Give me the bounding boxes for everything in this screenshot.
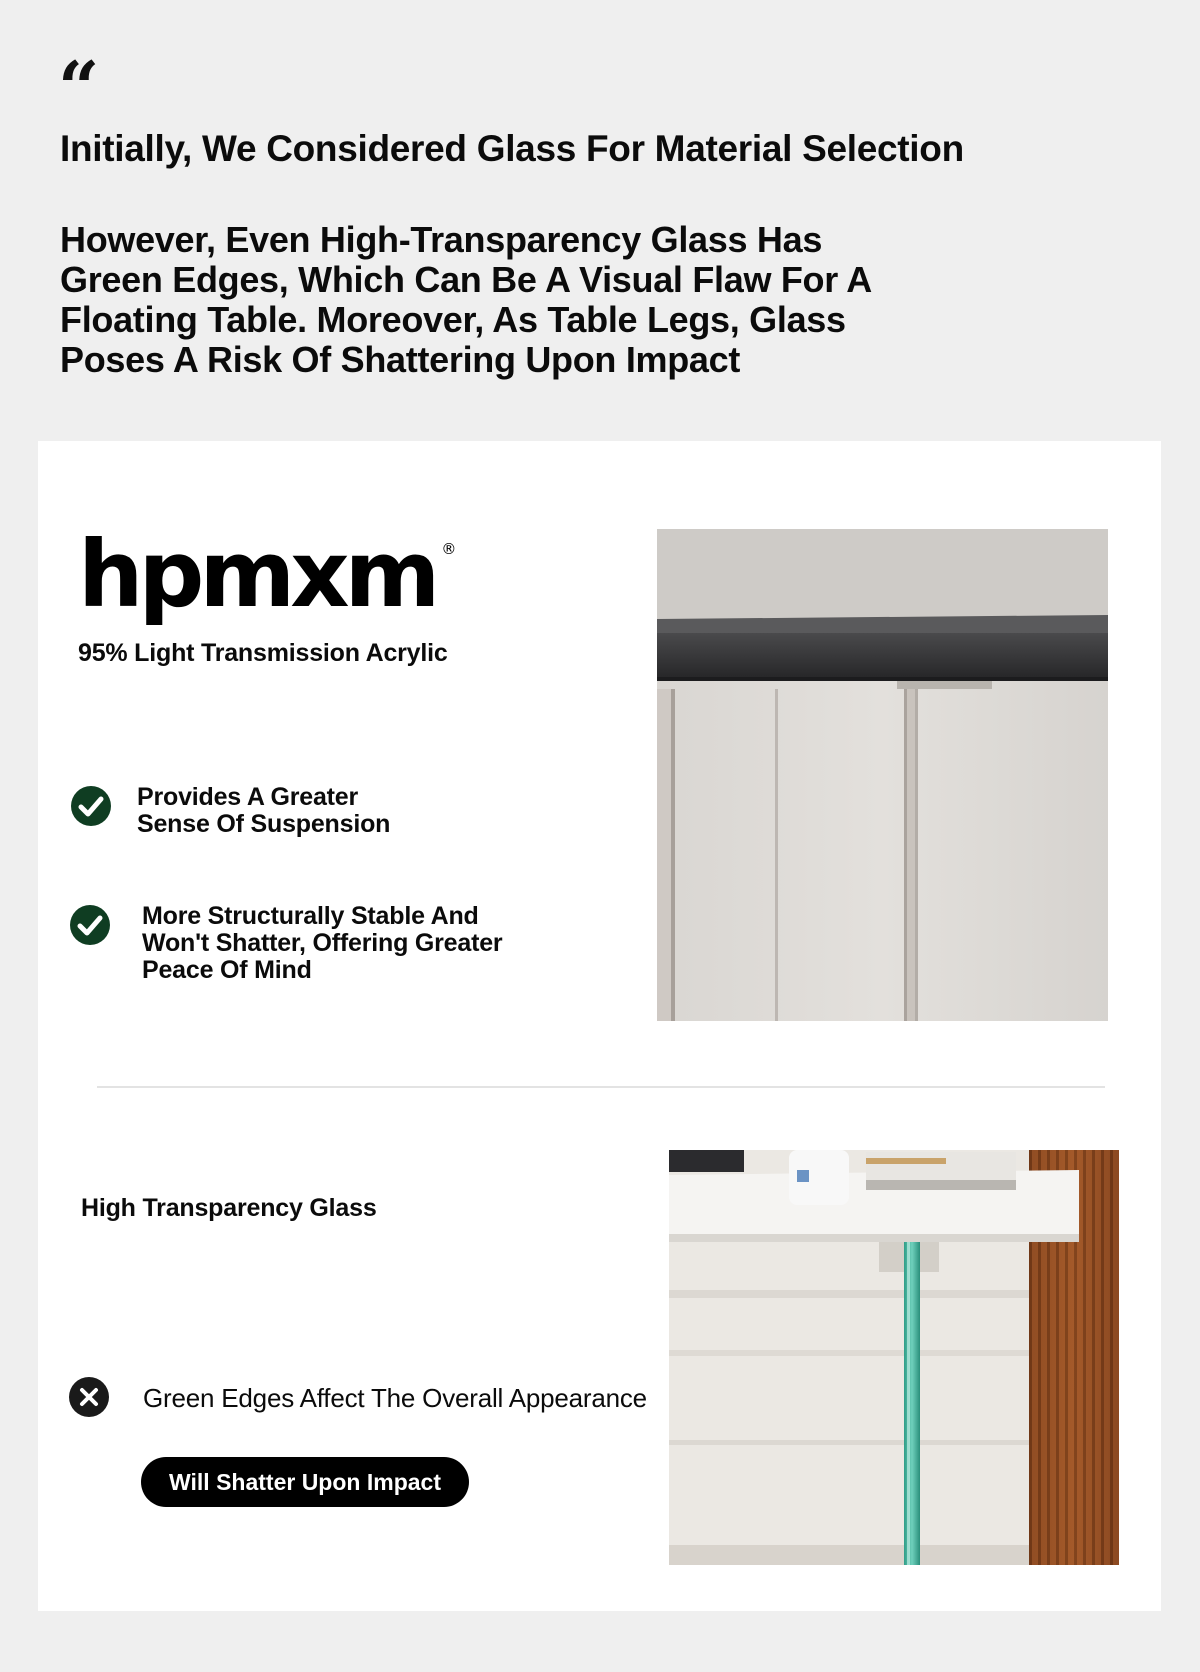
feature-text: Provides A Greater Sense Of Suspension [137,783,391,838]
feature-item [70,902,512,984]
acrylic-label: 95% Light Transmission Acrylic [78,639,448,667]
comparison-card [38,441,1161,1611]
brand-logo [78,521,457,628]
registered-mark: ® [441,540,457,558]
subhead: However, Even High-Transparency Glass Has Green Edges, Which Can Be A Visual Flaw For A Floating Table. Moreover, As Table Legs, Glass Poses A Risk Of Shattering Upon Impact [60,219,871,380]
acrylic-table-photo [657,529,1108,1021]
drawback-item [69,1377,647,1417]
quote-mark: “ [58,45,96,130]
glass-table-photo [669,1150,1119,1565]
shatter-badge: Will Shatter Upon Impact [141,1457,469,1507]
feature-item [71,783,407,838]
glass-label: High Transparency Glass [81,1194,377,1222]
check-icon [71,786,111,826]
feature-text: More Structurally Stable And Won't Shatter, Offering Greater Peace Of Mind [142,902,503,984]
brand-name: hpmxm [78,521,436,628]
headline: Initially, We Considered Glass For Material Selection [60,128,964,169]
check-icon [70,905,110,945]
section-divider [97,1086,1105,1088]
cross-icon [69,1377,109,1417]
drawback-text: Green Edges Affect The Overall Appearance [143,1383,647,1413]
